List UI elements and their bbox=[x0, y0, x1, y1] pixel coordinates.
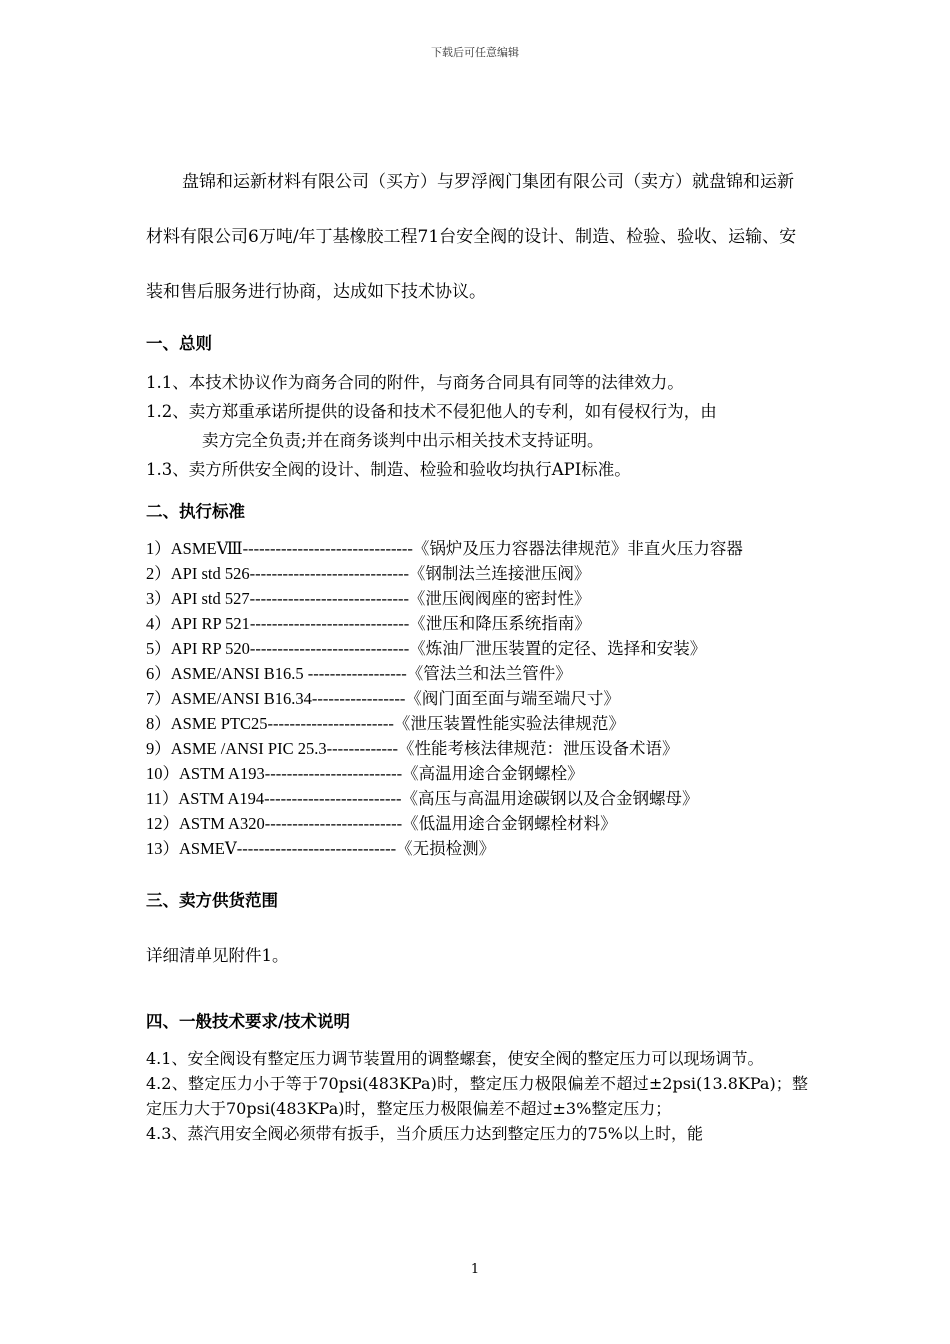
standard-item: 9）ASME /ANSI PIC 25.3-------------《性能考核法律规范：泄压设备术语》 bbox=[146, 739, 679, 758]
section1-title: 一、总则 bbox=[146, 334, 212, 353]
page-number: 1 bbox=[470, 1262, 480, 1277]
section3-title: 三、卖方供货范围 bbox=[146, 891, 278, 910]
section1-item-continuation: 卖方完全负责;并在商务谈判中出示相关技术支持证明。 bbox=[202, 431, 604, 450]
intro-paragraph: 盘锦和运新材料有限公司（买方）与罗浮阀门集团有限公司（卖方）就盘锦和运新材料有限公司6万吨/年丁基橡胶工程71台安全阀的设计、制造、检验、验收、运输、安装和售后服务进行协商，达成如下技术协议。 bbox=[146, 172, 797, 302]
section4-items bbox=[146, 1046, 808, 1146]
section4-item: 4.1、安全阀设有整定压力调节装置用的调整螺套，使安全阀的整定压力可以现场调节。 bbox=[146, 1049, 764, 1068]
document-body bbox=[146, 155, 808, 1146]
standard-item: 13）ASMEⅤ-----------------------------《无损检测》 bbox=[146, 839, 496, 858]
section1-item: 1.2、卖方郑重承诺所提供的设备和技术不侵犯他人的专利，如有侵权行为，由 bbox=[146, 402, 717, 421]
section1-items bbox=[146, 368, 808, 484]
standards-list bbox=[146, 536, 808, 861]
standard-item: 10）ASTM A193-------------------------《高温用途合金钢螺栓》 bbox=[146, 764, 584, 783]
page-header: 下载后可任意编辑 bbox=[431, 46, 519, 59]
standard-item: 11）ASTM A194-------------------------《高压与高温用途碳钢以及合金钢螺母》 bbox=[146, 789, 699, 808]
standard-item: 3）API std 527-----------------------------《泄压阀阀座的密封性》 bbox=[146, 589, 591, 608]
standard-item: 2）API std 526-----------------------------《钢制法兰连接泄压阀》 bbox=[146, 564, 591, 583]
section3-text: 详细清单见附件1。 bbox=[146, 946, 289, 965]
standard-item: 6）ASME/ANSI B16.5 ------------------《管法兰和法兰管件》 bbox=[146, 664, 572, 683]
section4-item: 4.3、蒸汽用安全阀必须带有扳手，当介质压力达到整定压力的75%以上时，能 bbox=[146, 1124, 704, 1143]
section1-item: 1.3、卖方所供安全阀的设计、制造、检验和验收均执行API标准。 bbox=[146, 460, 631, 479]
standard-item: 7）ASME/ANSI B16.34-----------------《阀门面至面与端至端尺寸》 bbox=[146, 689, 620, 708]
standard-item: 12）ASTM A320-------------------------《低温用途合金钢螺栓材料》 bbox=[146, 814, 617, 833]
standard-item: 8）ASME PTC25-----------------------《泄压装置性能实验法律规范》 bbox=[146, 714, 625, 733]
section4-title: 四、一般技术要求/技术说明 bbox=[146, 1012, 351, 1031]
section4-item: 4.2、整定压力小于等于70psi(483KPa)时，整定压力极限偏差不超过±2psi(13.8KPa)；整定压力大于70psi(483KPa)时，整定压力极限偏差不超过±3%整定压力； bbox=[146, 1074, 808, 1118]
standard-item: 1）ASMEⅧ-------------------------------《锅炉及压力容器法律规范》非直火压力容器 bbox=[146, 539, 743, 558]
section2-title: 二、执行标准 bbox=[146, 502, 245, 521]
section1-item: 1.1、本技术协议作为商务合同的附件，与商务合同具有同等的法律效力。 bbox=[146, 373, 684, 392]
standard-item: 5）API RP 520-----------------------------《炼油厂泄压装置的定径、选择和安装》 bbox=[146, 639, 707, 658]
standard-item: 4）API RP 521-----------------------------《泄压和降压系统指南》 bbox=[146, 614, 591, 633]
